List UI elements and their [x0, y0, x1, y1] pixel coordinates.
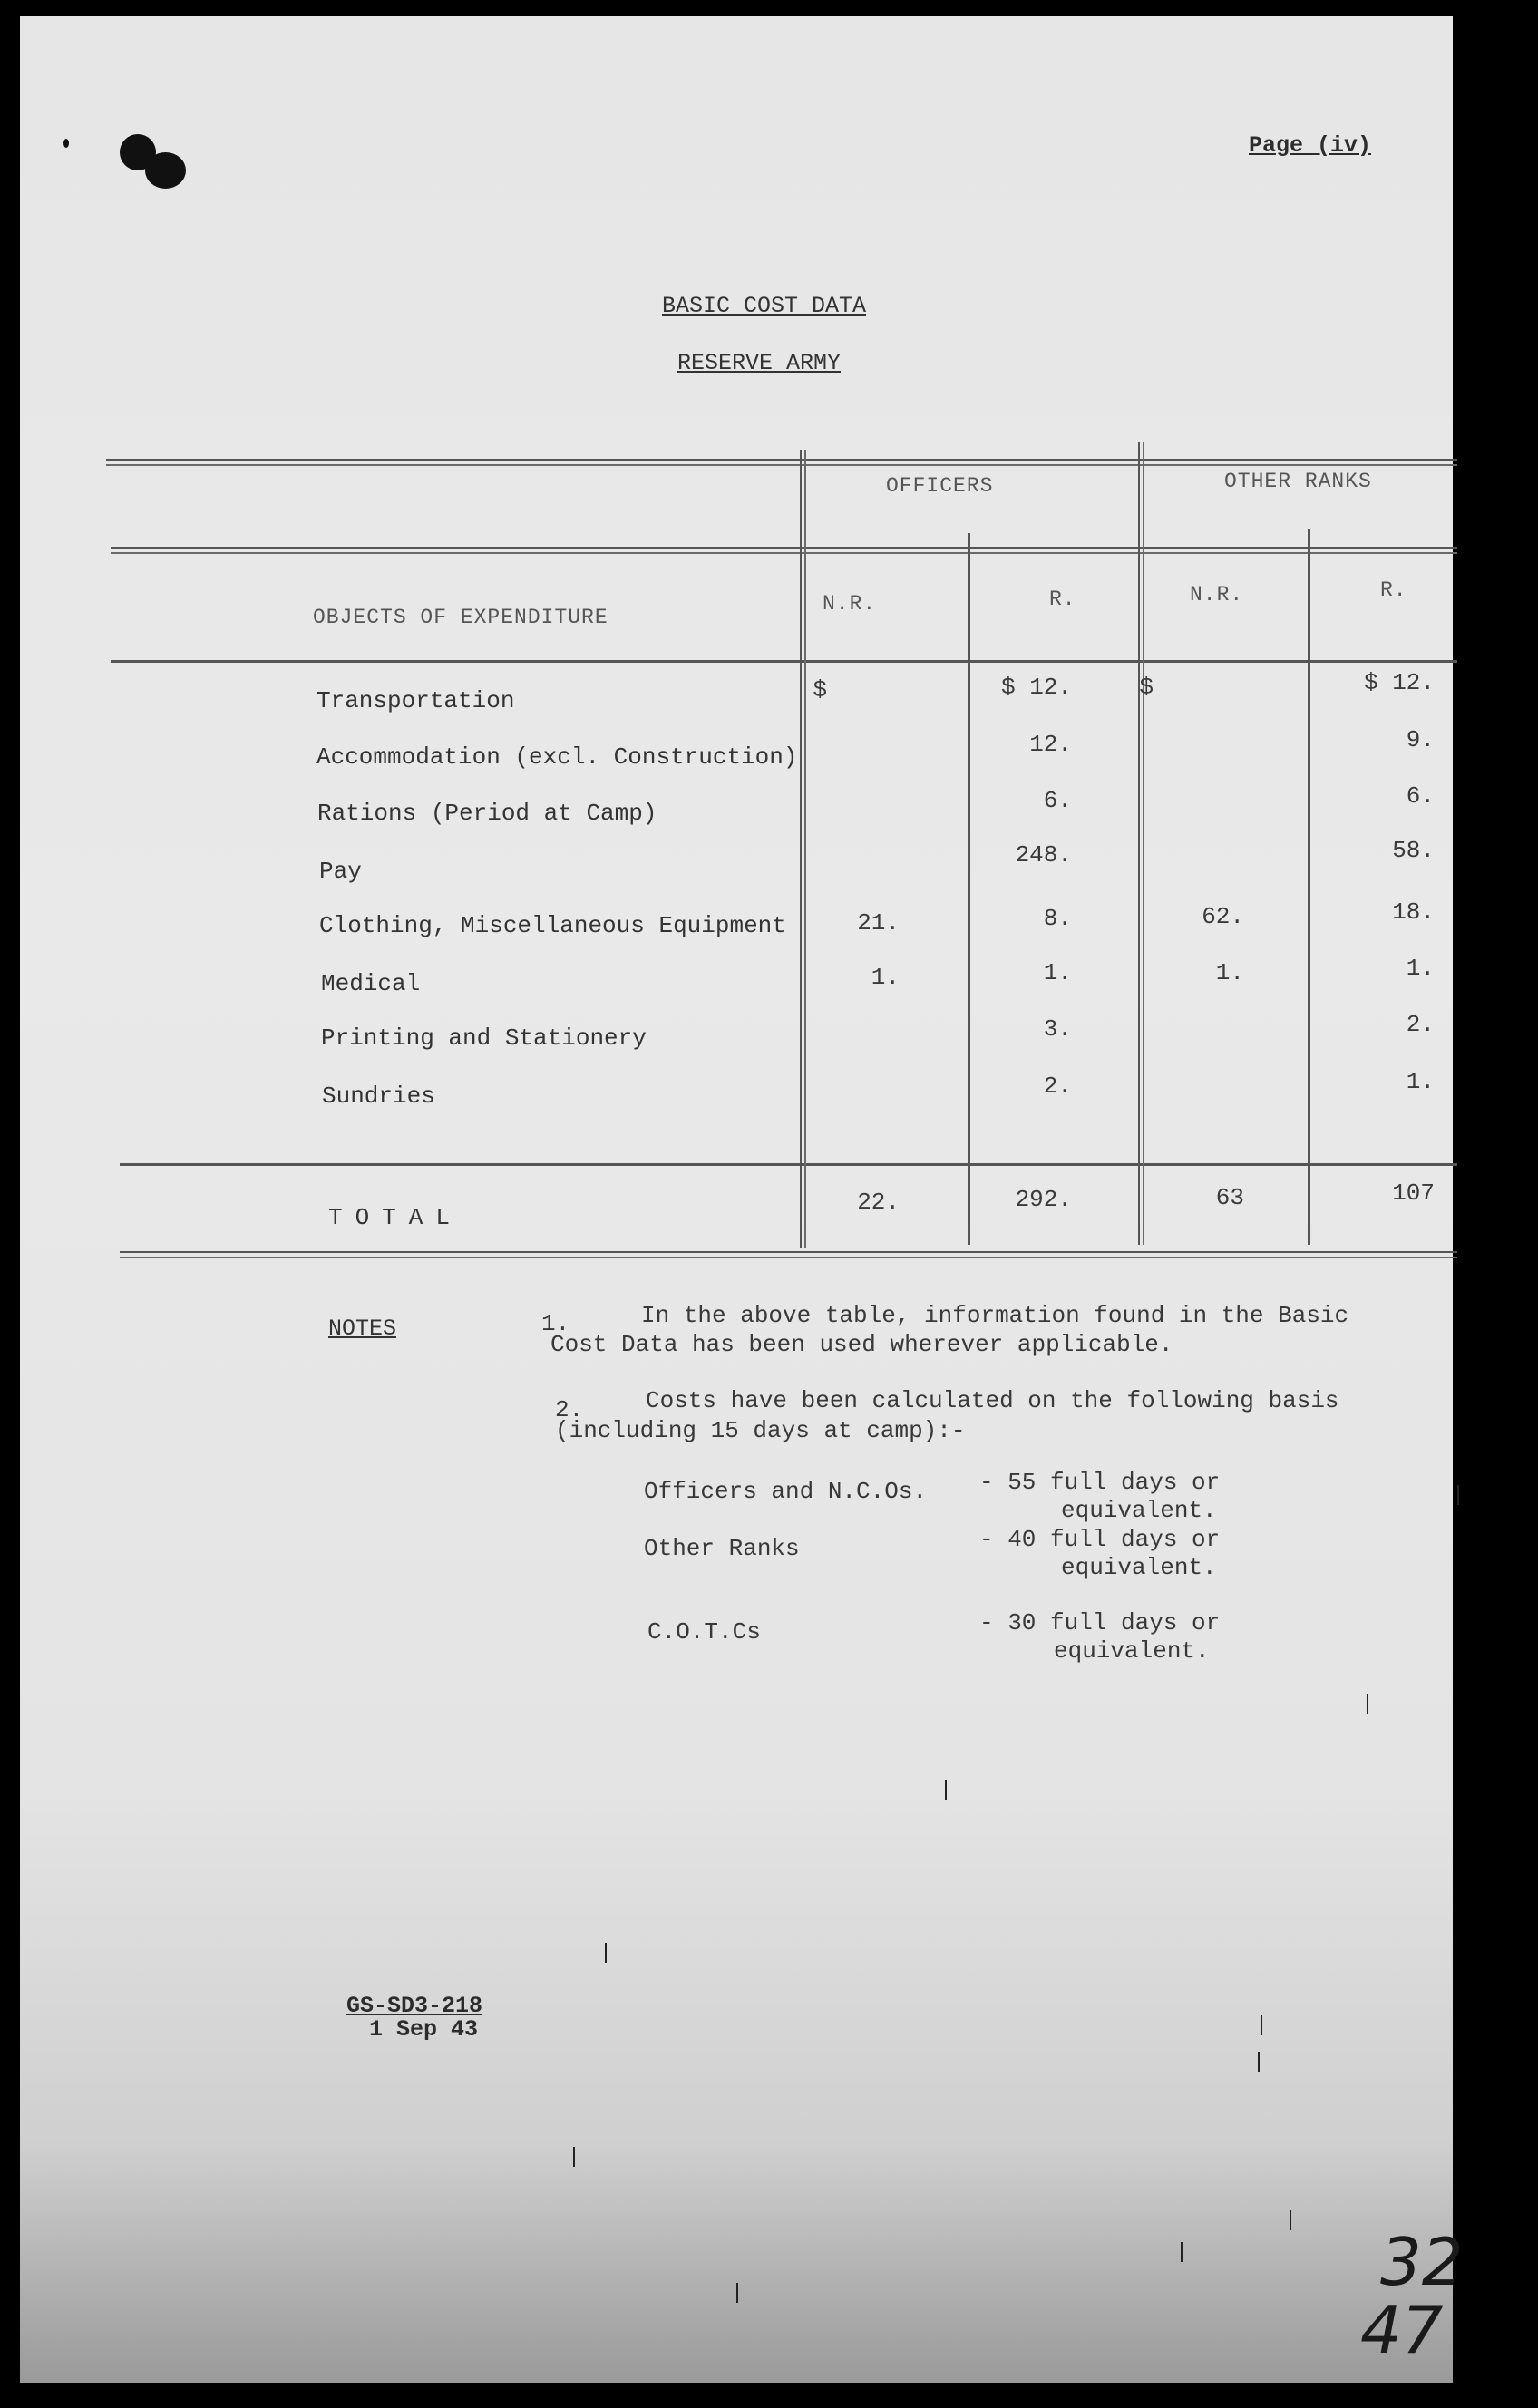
- document-page: [20, 16, 1464, 2383]
- notes-title: NOTES: [328, 1316, 397, 1342]
- table-body-rule: [111, 660, 1457, 663]
- group-header-other-ranks: OTHER RANKS: [1224, 470, 1372, 493]
- total-cell: 292.: [1015, 1186, 1072, 1213]
- scan-mark: [1367, 1694, 1368, 1714]
- table-cell: $ 12.: [1000, 674, 1072, 701]
- basis-days: - 40 full days or: [979, 1526, 1221, 1553]
- table-cell: 3.: [1043, 1015, 1072, 1043]
- table-cell: 21.: [857, 909, 900, 937]
- scan-mark: [945, 1780, 947, 1800]
- table-cell: 1.: [1215, 959, 1244, 986]
- handwritten-folio: 32: [1380, 2224, 1464, 2300]
- basis-who: Other Ranks: [644, 1535, 800, 1562]
- scan-mark: [605, 1943, 607, 1963]
- row-label: Printing and Stationery: [321, 1024, 647, 1052]
- basis-days: - 55 full days or: [979, 1469, 1221, 1496]
- table-divider: [800, 450, 802, 1248]
- table-cell: 2.: [1043, 1073, 1072, 1100]
- table-divider: [1308, 529, 1310, 1245]
- basis-who: Officers and N.C.Os.: [644, 1478, 928, 1505]
- document-subtitle: RESERVE ARMY: [677, 350, 842, 376]
- objects-header: OBJECTS OF EXPENDITURE: [313, 606, 608, 629]
- scan-mark: [736, 2283, 738, 2303]
- reference-code: GS-SD3-218: [346, 1993, 483, 2019]
- note-number: 2.: [555, 1396, 584, 1423]
- table-cell: 6.: [1043, 787, 1072, 814]
- basis-equiv: equivalent.: [1061, 1497, 1217, 1524]
- row-label: Medical: [321, 970, 421, 997]
- basis-days: - 30 full days or: [979, 1609, 1221, 1636]
- row-label: Transportation: [316, 687, 515, 714]
- group-header-officers: OFFICERS: [886, 474, 994, 498]
- table-cell: 1.: [871, 964, 900, 991]
- scan-mark: [1457, 1485, 1459, 1505]
- note-line: Cost Data has been used wherever applicable.: [550, 1331, 1173, 1358]
- scan-mark: [573, 2147, 575, 2167]
- note-line: In the above table, information found in the Basic: [641, 1302, 1349, 1329]
- table-cell: 248.: [1015, 841, 1072, 869]
- table-cell: 9.: [1406, 726, 1435, 753]
- basis-equiv: equivalent.: [1061, 1554, 1217, 1581]
- table-top-rule: [106, 459, 1457, 461]
- scan-mark: [1258, 2052, 1260, 2072]
- page-label: Page (iv): [1249, 132, 1372, 159]
- table-cell: 58.: [1392, 837, 1435, 864]
- table-cell: $: [813, 676, 827, 704]
- table-cell: 1.: [1406, 1068, 1435, 1095]
- scan-mark: [1290, 2210, 1291, 2230]
- basis-equiv: equivalent.: [1054, 1637, 1210, 1665]
- table-cell: 8.: [1043, 905, 1072, 932]
- table-cell: 1.: [1043, 959, 1072, 986]
- scan-mark: [1261, 2015, 1262, 2035]
- row-label: Rations (Period at Camp): [317, 800, 657, 827]
- table-bottom-rule: [120, 1251, 1457, 1253]
- sub-header: N.R.: [823, 592, 877, 616]
- basis-who: C.O.T.Cs: [647, 1618, 761, 1646]
- row-label: Sundries: [322, 1083, 435, 1110]
- sub-header: R.: [1049, 587, 1076, 611]
- scan-mark: [1181, 2242, 1183, 2262]
- ink-blot: [145, 152, 186, 189]
- table-cell: 2.: [1406, 1011, 1435, 1038]
- note-number: 1.: [541, 1310, 570, 1337]
- total-cell: 63: [1215, 1184, 1244, 1211]
- document-title: BASIC COST DATA: [662, 293, 867, 319]
- table-divider: [968, 533, 970, 1245]
- table-cell: 1.: [1406, 955, 1435, 982]
- table-cell: $: [1139, 674, 1154, 701]
- table-total-rule: [120, 1163, 1457, 1166]
- note-line: (including 15 days at camp):-: [555, 1417, 966, 1444]
- table-cell: 6.: [1406, 782, 1435, 810]
- row-label: Pay: [319, 858, 362, 885]
- table-cell: $ 12.: [1363, 669, 1435, 696]
- table-cell: 62.: [1202, 903, 1244, 930]
- reference-date: 1 Sep 43: [369, 2016, 479, 2043]
- total-cell: 22.: [857, 1189, 900, 1216]
- row-label: Clothing, Miscellaneous Equipment: [319, 912, 786, 939]
- sub-header: R.: [1380, 578, 1407, 602]
- table-header-rule: [111, 547, 1457, 549]
- table-cell: 12.: [1029, 731, 1072, 758]
- table-divider: [1138, 442, 1140, 1245]
- row-label: Accommodation (excl. Construction): [316, 743, 798, 771]
- handwritten-folio: 47: [1360, 2292, 1444, 2368]
- total-label: TOTAL: [328, 1204, 463, 1231]
- table-cell: 18.: [1392, 898, 1435, 926]
- total-cell: 107: [1392, 1180, 1435, 1207]
- sub-header: N.R.: [1190, 583, 1244, 607]
- ink-blot: [63, 139, 69, 148]
- note-line: Costs have been calculated on the following basis: [646, 1387, 1339, 1414]
